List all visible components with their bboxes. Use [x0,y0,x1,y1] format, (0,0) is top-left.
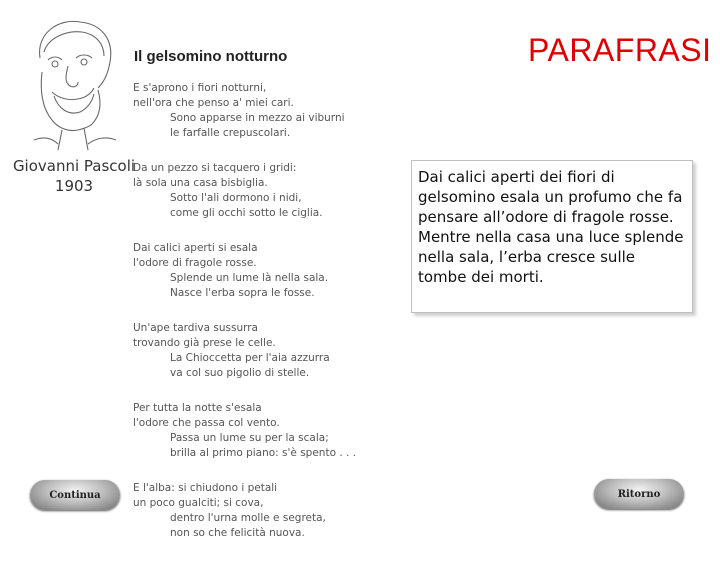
poem-stanza [133,241,403,301]
poem-title: Il gelsomino notturno [134,48,288,65]
poem-line: Da un pezzo si tacquero i gridi: [133,162,297,174]
poem-stanza [133,401,403,461]
poem-line: E l'alba: si chiudono i petali [133,482,278,494]
author-portrait [18,12,130,152]
poem-stanza [133,81,403,141]
poem-line: Nasce l'erba sopra le fosse. [170,287,315,299]
poem-line: là sola una casa bisbiglia. [133,177,268,189]
parafrasi-box [411,160,693,313]
poem-stanza [133,481,403,541]
poem-line: dentro l'urna molle e segreta, [170,512,326,524]
poem-line: La Chioccetta per l'aia azzurra [170,352,330,364]
continue-button[interactable]: Continua [30,480,120,510]
parafrasi-text: Dai calici aperti dei fiori di gelsomino esala un profumo che fa pensare all’odore di fragole rosse. [418,168,683,226]
poem-line: come gli occhi sotto le ciglia. [170,207,323,219]
poem-line: l'odore di fragole rosse. [133,257,257,269]
parafrasi-title: PARAFRASI [528,32,712,68]
parafrasi-text-2: Mentre nella casa una luce splende nella sala, l’erba cresce sulle tombe dei morti. [418,228,684,286]
poem-line: va col suo pigolio di stelle. [170,367,310,379]
poem-stanza [133,161,403,221]
poem-line: nell'ora che penso a' miei cari. [133,97,294,109]
poem-line: l'odore che passa col vento. [133,417,280,429]
poem-text [133,81,403,561]
poem-line: le farfalle crepuscolari. [170,127,291,139]
poem-line: Sotto l'ali dormono i nidi, [170,192,302,204]
poem-line: Dai calici aperti si esala [133,242,258,254]
poem-line: non so che felicità nuova. [170,527,305,539]
poem-line: brilla al primo piano: s'è spento . . . [170,447,357,459]
return-button[interactable]: Ritorno [594,479,684,509]
author-year: 1903 [54,177,94,195]
poem-line: Passa un lume su per la scala; [170,432,329,444]
poem-line: un poco gualciti; si cova, [133,497,264,509]
poem-line: trovando già prese le celle. [133,337,276,349]
author-credit [6,156,142,196]
poem-stanza [133,321,403,381]
poem-line: Sono apparse in mezzo ai viburni [170,112,345,124]
poem-line: Un'ape tardiva sussurra [133,322,258,334]
author-name: Giovanni Pascoli [12,157,136,175]
poem-line: Per tutta la notte s'esala [133,402,262,414]
poem-line: E s'aprono i fiori notturni, [133,82,267,94]
poem-line: Splende un lume là nella sala. [170,272,329,284]
